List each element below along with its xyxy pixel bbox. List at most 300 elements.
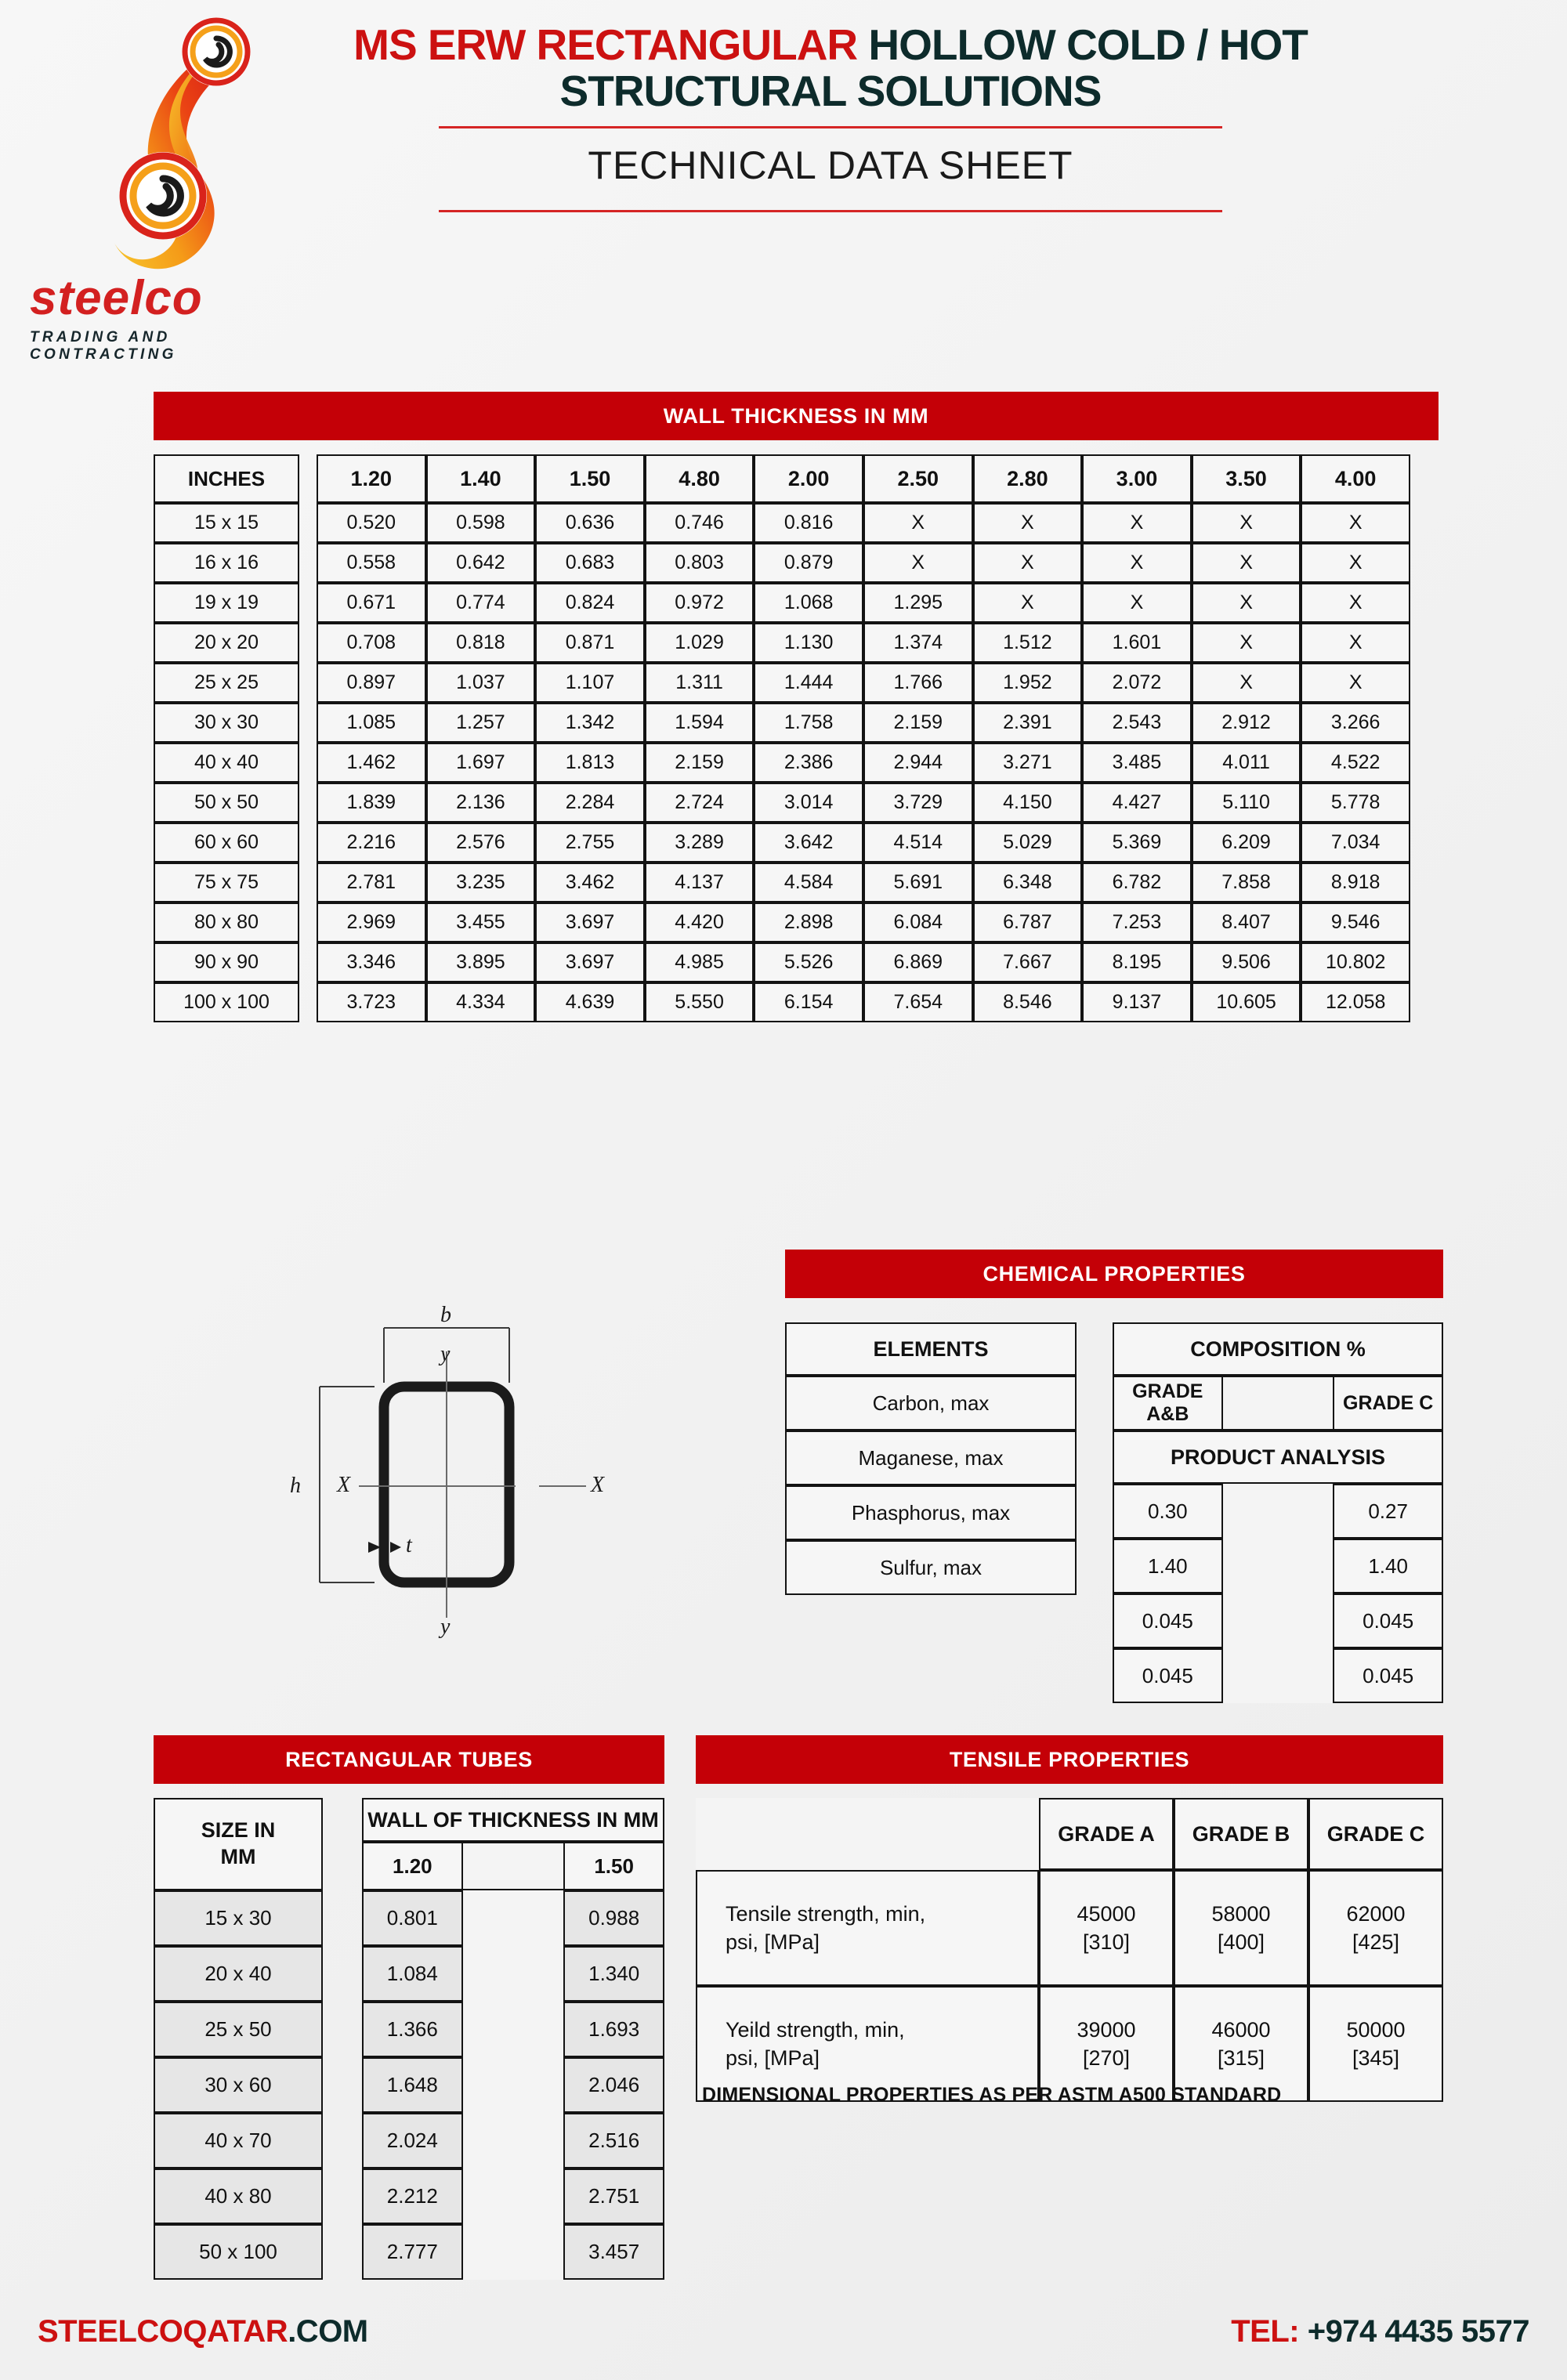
cell-value: 2.777 (362, 2224, 463, 2280)
table-row (317, 982, 1410, 1022)
cell-value: 0.818 (426, 623, 536, 663)
cell-size: 15 x 30 (154, 1890, 323, 1946)
table-row (1113, 1648, 1443, 1703)
table-row (1113, 1539, 1443, 1593)
cell-value: 3.235 (426, 863, 536, 902)
table-header-row (362, 1842, 664, 1890)
cell-size: 50 x 100 (154, 2224, 323, 2280)
table-row (154, 583, 299, 623)
cell-element: Phasphorus, max (785, 1485, 1077, 1540)
cell-value: X (1192, 503, 1301, 543)
table-row (154, 703, 299, 743)
column-header-elements: ELEMENTS (785, 1322, 1077, 1376)
cell-size: 25 x 50 (154, 2002, 323, 2057)
cell-value: X (1192, 663, 1301, 703)
cell-value: 2.386 (754, 743, 863, 783)
diagram-label-t: t (406, 1533, 412, 1557)
column-header-grade-c: GRADE C (1333, 1376, 1443, 1431)
spacer-cell (463, 2224, 564, 2280)
column-header-thickness: 1.20 (362, 1842, 463, 1890)
cell-size: 100 x 100 (154, 982, 299, 1022)
diagram-label-x-left: X (337, 1473, 351, 1497)
diagram-label-x-right: X (591, 1473, 605, 1497)
table-row (154, 503, 299, 543)
column-header-grade: GRADE B (1174, 1798, 1308, 1870)
cell-value: 0.816 (754, 503, 863, 543)
telephone[interactable] (1231, 2314, 1529, 2349)
chemical-properties-bar (785, 1250, 1443, 1298)
cell-value: 3.014 (754, 783, 863, 823)
cell-grade-value: 62000 [425] (1308, 1870, 1443, 1986)
cell-value: 1.462 (317, 743, 426, 783)
cell-value: 1.068 (754, 583, 863, 623)
cell-value: 1.340 (563, 1946, 664, 2002)
cell-grade-ab-value: 0.30 (1113, 1484, 1223, 1539)
table-row (317, 823, 1410, 863)
diagram-label-b: b (440, 1303, 451, 1327)
table-row (154, 2057, 323, 2113)
cell-value: 2.159 (863, 703, 973, 743)
table-header-row (1113, 1431, 1443, 1484)
steelco-flame-icon (63, 14, 259, 273)
cell-value: 2.391 (973, 703, 1083, 743)
cell-value: 6.084 (863, 902, 973, 942)
table-row (785, 1540, 1077, 1595)
cell-value: X (1082, 583, 1192, 623)
cell-value: 3.346 (317, 942, 426, 982)
cell-grade-value: 46000 [315] (1174, 1986, 1308, 2102)
cell-value: 4.985 (645, 942, 755, 982)
column-header-product-analysis: PRODUCT ANALYSIS (1113, 1431, 1443, 1484)
cell-value: 1.130 (754, 623, 863, 663)
column-header-thickness: 2.50 (863, 454, 973, 503)
cell-grade-c-value: 0.045 (1333, 1593, 1443, 1648)
cell-grade-value: 45000 [310] (1039, 1870, 1174, 1986)
diagram-label-h: h (290, 1474, 301, 1498)
table-row (154, 823, 299, 863)
cell-value: 4.420 (645, 902, 755, 942)
cell-value: 5.029 (973, 823, 1083, 863)
cell-size: 16 x 16 (154, 543, 299, 583)
cell-value: 0.803 (645, 543, 755, 583)
cell-element: Maganese, max (785, 1431, 1077, 1485)
cell-value: 2.944 (863, 743, 973, 783)
table-row (317, 743, 1410, 783)
cell-size: 80 x 80 (154, 902, 299, 942)
cell-value: 7.858 (1192, 863, 1301, 902)
cell-value: 2.969 (317, 902, 426, 942)
table-row (317, 503, 1410, 543)
spacer-cell (463, 2168, 564, 2224)
cell-size: 40 x 70 (154, 2113, 323, 2168)
cell-grade-c-value: 0.045 (1333, 1648, 1443, 1703)
diagram-label-y-bottom: y (440, 1615, 451, 1639)
cell-size: 20 x 40 (154, 1946, 323, 2002)
table-row (785, 1376, 1077, 1431)
wall-thickness-bar-label: WALL THICKNESS IN MM (663, 403, 929, 428)
cell-value: 8.918 (1301, 863, 1410, 902)
cell-value: 5.691 (863, 863, 973, 902)
table-row (154, 663, 299, 703)
table-row (154, 543, 299, 583)
rectangular-tubes-wall-table (362, 1798, 664, 2280)
cell-size: 75 x 75 (154, 863, 299, 902)
cell-value: 1.037 (426, 663, 536, 703)
cell-value: 3.723 (317, 982, 426, 1022)
table-row (317, 703, 1410, 743)
cell-value: 9.137 (1082, 982, 1192, 1022)
table-row (154, 902, 299, 942)
cell-value: 6.348 (973, 863, 1083, 902)
cell-grade-c-value: 1.40 (1333, 1539, 1443, 1593)
cell-value: 3.266 (1301, 703, 1410, 743)
cell-value: 7.034 (1301, 823, 1410, 863)
table-row (317, 623, 1410, 663)
cell-value: 1.444 (754, 663, 863, 703)
cell-value: 9.546 (1301, 902, 1410, 942)
wall-thickness-table (154, 454, 1410, 1022)
cell-value: 5.369 (1082, 823, 1192, 863)
cell-value: 2.755 (535, 823, 645, 863)
cell-value: 2.136 (426, 783, 536, 823)
cell-value: 1.295 (863, 583, 973, 623)
column-header-thickness: 3.00 (1082, 454, 1192, 503)
spacer-cell (463, 2057, 564, 2113)
cell-value: X (1082, 503, 1192, 543)
cell-value: 1.813 (535, 743, 645, 783)
rectangular-tubes-size-table (154, 1798, 323, 2280)
table-row (317, 583, 1410, 623)
table-row (785, 1431, 1077, 1485)
chemical-elements-table (785, 1322, 1077, 1595)
cell-value: 2.072 (1082, 663, 1192, 703)
cell-value: 4.514 (863, 823, 973, 863)
table-header-row (317, 454, 1410, 503)
logo-name: steelco (30, 271, 203, 325)
cell-size: 40 x 80 (154, 2168, 323, 2224)
cell-size: 60 x 60 (154, 823, 299, 863)
table-row (317, 663, 1410, 703)
cell-value: 8.407 (1192, 902, 1301, 942)
cell-value: 5.110 (1192, 783, 1301, 823)
column-header-thickness: 2.80 (973, 454, 1083, 503)
table-header-row (696, 1798, 1443, 1870)
cell-value: 1.648 (362, 2057, 463, 2113)
cell-value: 0.708 (317, 623, 426, 663)
cell-value: X (863, 543, 973, 583)
cell-value: 12.058 (1301, 982, 1410, 1022)
table-row (154, 2113, 323, 2168)
table-header-row (154, 454, 299, 503)
table-header-row (154, 1798, 323, 1890)
cell-element: Sulfur, max (785, 1540, 1077, 1595)
corner-cell (696, 1798, 1039, 1870)
cell-value: 4.150 (973, 783, 1083, 823)
cell-value: 10.605 (1192, 982, 1301, 1022)
table-row (154, 982, 299, 1022)
cell-value: X (1192, 583, 1301, 623)
cell-grade-ab-value: 1.40 (1113, 1539, 1223, 1593)
wall-thickness-bar (154, 392, 1439, 440)
cell-value: 3.895 (426, 942, 536, 982)
cell-value: 0.897 (317, 663, 426, 703)
cell-value: 3.485 (1082, 743, 1192, 783)
rectangular-tubes-bar (154, 1735, 664, 1784)
cell-value: 0.642 (426, 543, 536, 583)
cell-value: X (1082, 543, 1192, 583)
cell-value: 7.654 (863, 982, 973, 1022)
column-header-wall-thickness: WALL OF THICKNESS IN MM (362, 1798, 664, 1842)
cell-value: 2.216 (317, 823, 426, 863)
cell-property-label: Yeild strength, min, psi, [MPa] (696, 1986, 1039, 2102)
table-row (696, 1870, 1443, 1986)
cell-value: 8.546 (973, 982, 1083, 1022)
cell-value: X (1301, 583, 1410, 623)
website-main: STEELCOQATAR (38, 2314, 288, 2349)
title-line-2: STRUCTURAL SOLUTIONS (559, 67, 1102, 116)
table-header-row (1113, 1376, 1443, 1431)
cell-value: X (1301, 623, 1410, 663)
spacer-cell (463, 2113, 564, 2168)
table-row (154, 2002, 323, 2057)
page-header (0, 0, 1567, 368)
title-line-1 (274, 22, 1387, 68)
cell-value: 3.729 (863, 783, 973, 823)
spacer-cell (1223, 1376, 1334, 1431)
cell-value: 1.601 (1082, 623, 1192, 663)
cell-value: 2.284 (535, 783, 645, 823)
cell-value: 1.758 (754, 703, 863, 743)
cell-value: 1.839 (317, 783, 426, 823)
table-row (785, 1485, 1077, 1540)
cell-grade-c-value: 0.27 (1333, 1484, 1443, 1539)
cell-value: 1.257 (426, 703, 536, 743)
cell-value: 1.342 (535, 703, 645, 743)
spacer-cell (1223, 1539, 1334, 1593)
cell-value: 1.366 (362, 2002, 463, 2057)
cell-value: 3.642 (754, 823, 863, 863)
table-row (154, 783, 299, 823)
cell-value: 0.636 (535, 503, 645, 543)
cell-value: X (1192, 623, 1301, 663)
table-row (154, 2224, 323, 2280)
cell-size: 30 x 30 (154, 703, 299, 743)
cell-value: 3.271 (973, 743, 1083, 783)
cell-value: X (973, 543, 1083, 583)
table-row (154, 623, 299, 663)
cell-size: 40 x 40 (154, 743, 299, 783)
cell-value: 6.154 (754, 982, 863, 1022)
cell-value: 3.697 (535, 902, 645, 942)
cell-value: 2.751 (563, 2168, 664, 2224)
cell-property-label: Tensile strength, min, psi, [MPa] (696, 1870, 1039, 1986)
cell-value: 4.584 (754, 863, 863, 902)
cell-value: 7.253 (1082, 902, 1192, 942)
table-row (317, 863, 1410, 902)
spacer-cell (463, 1946, 564, 2002)
column-header-inches: INCHES (154, 454, 299, 503)
spacer-cell (1223, 1648, 1334, 1703)
cell-value: 2.724 (645, 783, 755, 823)
cell-value: 0.824 (535, 583, 645, 623)
tensile-properties-table (696, 1798, 1443, 2102)
cell-grade-value: 58000 [400] (1174, 1870, 1308, 1986)
cell-value: X (1301, 503, 1410, 543)
cell-value: 2.781 (317, 863, 426, 902)
table-row (362, 2057, 664, 2113)
cell-size: 19 x 19 (154, 583, 299, 623)
table-row (362, 2168, 664, 2224)
cell-value: 3.697 (535, 942, 645, 982)
tensile-properties-bar-label: TENSILE PROPERTIES (949, 1747, 1190, 1771)
cell-value: 1.084 (362, 1946, 463, 2002)
cell-grade-ab-value: 0.045 (1113, 1648, 1223, 1703)
cell-value: 2.024 (362, 2113, 463, 2168)
cell-value: 3.462 (535, 863, 645, 902)
cell-value: 4.334 (426, 982, 536, 1022)
column-header-grade: GRADE C (1308, 1798, 1443, 1870)
cell-grade-value: 50000 [345] (1308, 1986, 1443, 2102)
cell-size: 50 x 50 (154, 783, 299, 823)
table-row (362, 1890, 664, 1946)
column-header-grade: GRADE A (1039, 1798, 1174, 1870)
telephone-label: TEL: (1231, 2314, 1308, 2349)
cell-value: 0.598 (426, 503, 536, 543)
table-row (317, 783, 1410, 823)
cell-value: 1.594 (645, 703, 755, 743)
cell-value: 6.782 (1082, 863, 1192, 902)
table-row (362, 2113, 664, 2168)
cell-value: 4.011 (1192, 743, 1301, 783)
cell-value: 4.522 (1301, 743, 1410, 783)
table-row (154, 1890, 323, 1946)
cell-value: 0.774 (426, 583, 536, 623)
cell-value: 9.506 (1192, 942, 1301, 982)
cell-value: 0.558 (317, 543, 426, 583)
cell-value: 4.137 (645, 863, 755, 902)
cell-size: 20 x 20 (154, 623, 299, 663)
cell-value: 6.209 (1192, 823, 1301, 863)
table-row (317, 942, 1410, 982)
cell-value: 5.526 (754, 942, 863, 982)
cell-value: 0.972 (645, 583, 755, 623)
cell-value: 2.543 (1082, 703, 1192, 743)
table-row (1113, 1484, 1443, 1539)
cell-value: 1.697 (426, 743, 536, 783)
table-row (154, 942, 299, 982)
cell-size: 25 x 25 (154, 663, 299, 703)
rectangular-tubes-bar-label: RECTANGULAR TUBES (285, 1747, 533, 1771)
column-header-thickness: 1.50 (535, 454, 645, 503)
cell-value: 2.046 (563, 2057, 664, 2113)
cell-value: X (1301, 543, 1410, 583)
column-header-grade-ab: GRADE A&B (1113, 1376, 1223, 1431)
cell-value: 4.639 (535, 982, 645, 1022)
cell-grade-ab-value: 0.045 (1113, 1593, 1223, 1648)
table-header-row (362, 1798, 664, 1842)
cell-element: Carbon, max (785, 1376, 1077, 1431)
cell-value: 5.778 (1301, 783, 1410, 823)
title-divider-bottom (439, 210, 1222, 212)
cell-value: 1.085 (317, 703, 426, 743)
tensile-properties-bar (696, 1735, 1443, 1784)
chemical-properties-bar-label: CHEMICAL PROPERTIES (983, 1261, 1246, 1286)
company-logo (16, 8, 274, 363)
cell-value: 0.683 (535, 543, 645, 583)
table-row (317, 902, 1410, 942)
cell-value: 10.802 (1301, 942, 1410, 982)
column-header-thickness: 3.50 (1192, 454, 1301, 503)
table-row (362, 2224, 664, 2280)
cell-value: 2.159 (645, 743, 755, 783)
cell-value: X (1301, 663, 1410, 703)
page-footer (0, 2294, 1567, 2380)
header-title-block (274, 22, 1387, 212)
cell-value: 0.871 (535, 623, 645, 663)
cell-value: 3.289 (645, 823, 755, 863)
page-subtitle: TECHNICAL DATA SHEET (588, 143, 1073, 187)
table-row (362, 2002, 664, 2057)
wall-thickness-data-columns (317, 454, 1410, 1022)
spacer-cell (463, 1842, 564, 1890)
cell-value: 4.427 (1082, 783, 1192, 823)
cell-size: 30 x 60 (154, 2057, 323, 2113)
spacer-cell (463, 2002, 564, 2057)
column-header-composition: COMPOSITION % (1113, 1322, 1443, 1376)
astm-standard-note: DIMENSIONAL PROPERTIES AS PER ASTM A500 STANDARD (702, 2084, 1282, 2106)
table-header-row (785, 1322, 1077, 1376)
table-row (154, 863, 299, 902)
cell-value: 0.746 (645, 503, 755, 543)
cell-value: 3.455 (426, 902, 536, 942)
cell-value: 6.787 (973, 902, 1083, 942)
cell-value: 2.516 (563, 2113, 664, 2168)
cell-value: 0.988 (563, 1890, 664, 1946)
cell-value: 1.512 (973, 623, 1083, 663)
tube-cross-section-diagram (266, 1304, 635, 1688)
telephone-number: +974 4435 5577 (1307, 2314, 1529, 2349)
cell-value: 2.912 (1192, 703, 1301, 743)
column-header-size-mm: SIZE IN MM (154, 1798, 323, 1890)
cell-value: 1.107 (535, 663, 645, 703)
table-header-row (1113, 1322, 1443, 1376)
chemical-composition-table (1113, 1322, 1443, 1703)
cell-value: 6.869 (863, 942, 973, 982)
cell-size: 90 x 90 (154, 942, 299, 982)
table-row (154, 2168, 323, 2224)
wall-thickness-size-column (154, 454, 299, 1022)
column-header-thickness: 1.50 (563, 1842, 664, 1890)
table-row (154, 743, 299, 783)
website-link[interactable] (38, 2314, 368, 2349)
cell-value: 1.952 (973, 663, 1083, 703)
cell-value: 0.671 (317, 583, 426, 623)
website-tld: .COM (288, 2314, 368, 2349)
cell-value: 0.801 (362, 1890, 463, 1946)
table-row (1113, 1593, 1443, 1648)
cell-value: 1.374 (863, 623, 973, 663)
column-header-thickness: 1.40 (426, 454, 536, 503)
spacer-cell (463, 1890, 564, 1946)
cell-value: 2.576 (426, 823, 536, 863)
column-header-thickness: 2.00 (754, 454, 863, 503)
cell-value: 0.520 (317, 503, 426, 543)
spacer-cell (1223, 1484, 1334, 1539)
cell-size: 15 x 15 (154, 503, 299, 543)
cell-value: X (1192, 543, 1301, 583)
table-row (154, 1946, 323, 2002)
cell-value: 3.457 (563, 2224, 664, 2280)
